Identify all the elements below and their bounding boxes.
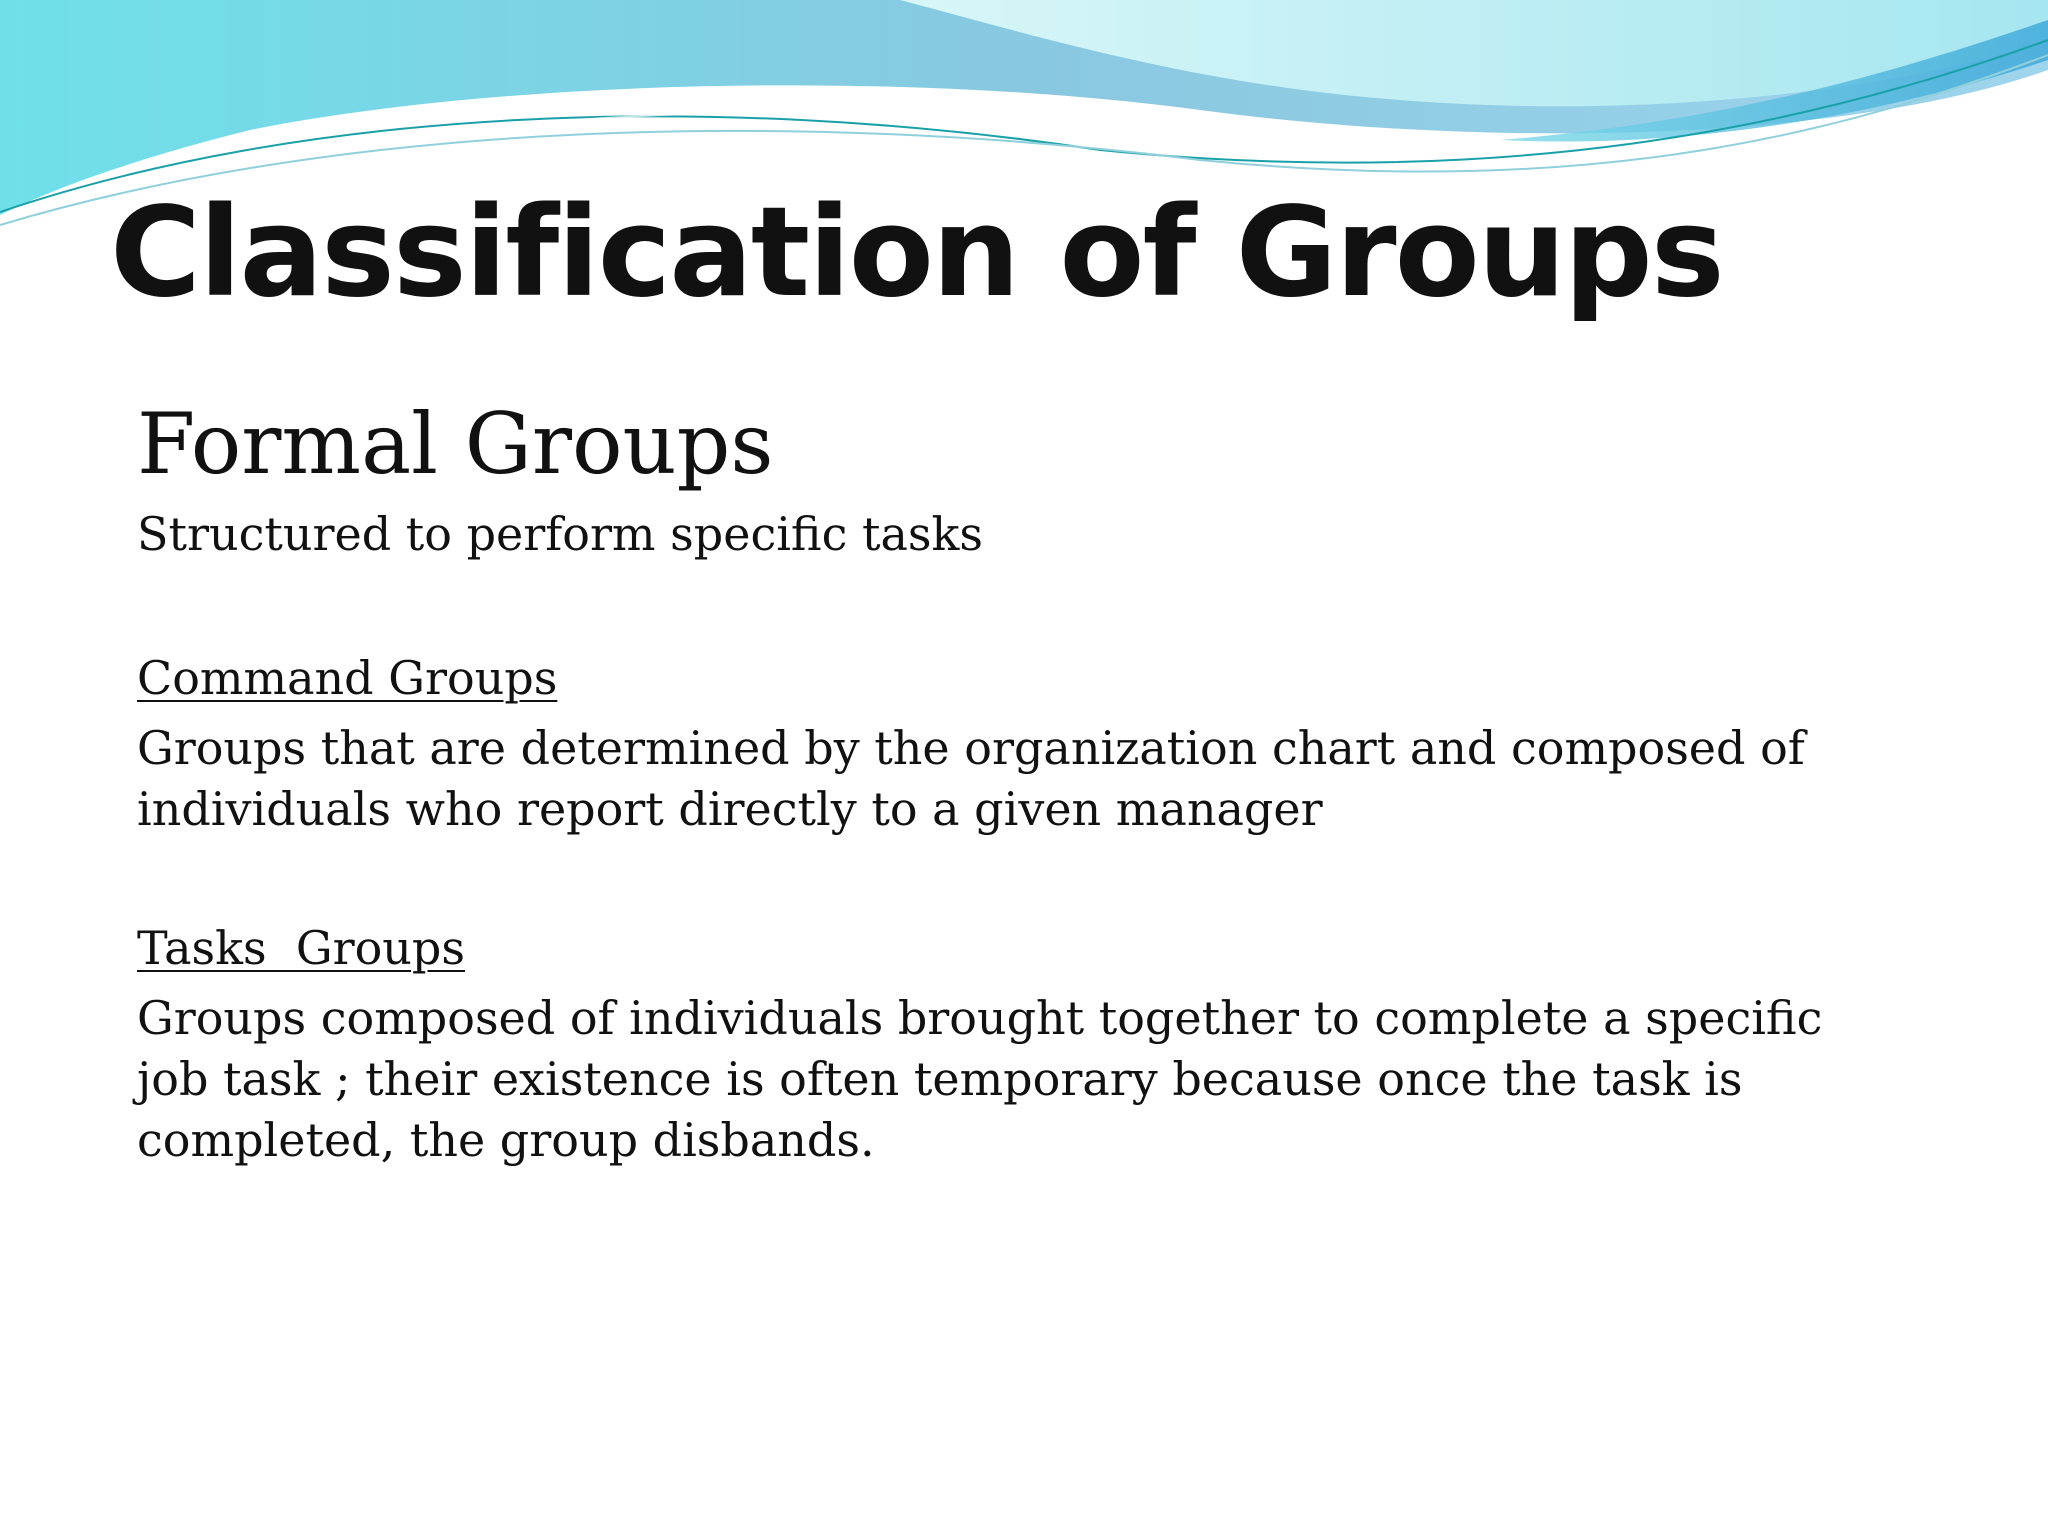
section-heading-formal-groups: Formal Groups	[137, 395, 774, 493]
command-groups-description: Groups that are determined by the organization chart and composed of individuals who report directly to a given manager	[137, 721, 1805, 836]
tasks-groups-description: Groups composed of individuals brought together to complete a specific job task ; their existence is often temporary because once the task is completed, the group disbands.	[137, 991, 1823, 1167]
slide-title: Classification of Groups	[110, 181, 1723, 325]
section-description: Structured to perform specific tasks	[137, 507, 983, 561]
subheading-command-groups: Command Groups	[137, 651, 558, 705]
slide-body	[137, 388, 1837, 1171]
subheading-tasks-groups: Tasks Groups	[137, 921, 465, 975]
